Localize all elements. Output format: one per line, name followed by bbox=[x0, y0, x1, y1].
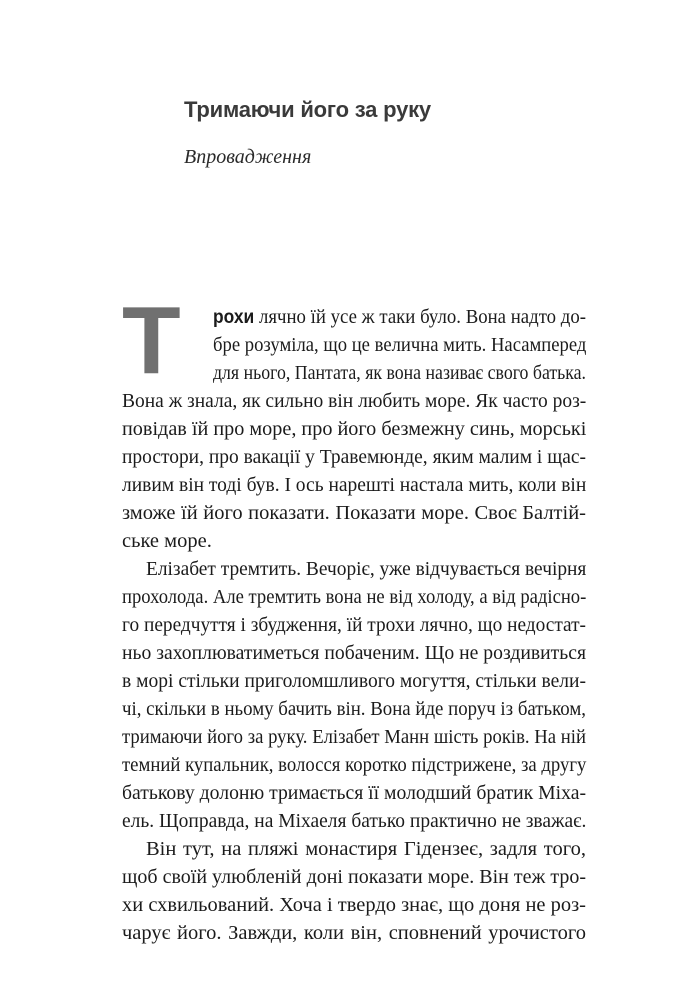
text-line-10: Елізабет тремтить. Вечоріє, уже відчувається вечірня bbox=[146, 558, 587, 580]
chapter-subtitle: Впровадження bbox=[184, 146, 312, 168]
text-line-3: для нього, Пантата, як вона називає свого батька. bbox=[213, 362, 586, 384]
text-line-15: чі, скільки в ньому бачить він. Вона йде поруч із батьком, bbox=[122, 698, 586, 720]
text-line-12: го передчуття і збудження, їй трохи лячно, що недостат- bbox=[122, 614, 586, 636]
text-line-8: зможе їй його показати. Показати море. Своє Балтій- bbox=[122, 502, 586, 524]
text-line-18: батькову долоню тримається її молодший братик Міха- bbox=[122, 782, 586, 804]
text-line-7: ливим він тоді був. І ось нарешті настала мить, коли він bbox=[122, 474, 587, 496]
first-word-bold: рохи bbox=[213, 307, 255, 328]
text-line-5: повідав їй про море, про його безмежну синь, морські bbox=[122, 418, 587, 440]
text-line-1-rest: лячно їй усе ж таки було. Вона надто до- bbox=[254, 306, 586, 328]
text-line-9: ське море. bbox=[122, 530, 212, 552]
text-line-16: тримаючи його за руку. Елізабет Манн шість років. На ній bbox=[122, 726, 586, 748]
text-line-6: простори, про вакації у Травемюнде, яким малим і щас- bbox=[122, 446, 586, 468]
text-line-4: Вона ж знала, як сильно він любить море. Як часто роз- bbox=[122, 390, 587, 412]
text-line-1 bbox=[213, 303, 586, 332]
text-line-19: ель. Щоправда, на Міхаеля батько практично не зважає. bbox=[122, 810, 587, 832]
text-line-13: ньо захоплюватиметься побаченим. Що не роздивиться bbox=[122, 642, 586, 664]
text-line-14: в морі стільки приголомшливого могуття, стільки вели- bbox=[122, 670, 586, 692]
text-line-20: Він тут, на пляжі монастиря Гідензеє, задля того, bbox=[146, 838, 586, 860]
text-line-21: щоб своїй улюбленій доні показати море. Він теж тро- bbox=[122, 866, 586, 888]
text-line-2: бре розуміла, що це велична мить. Насамперед bbox=[213, 334, 587, 356]
text-line-17: темний купальник, волосся коротко підстрижене, за другу bbox=[122, 754, 587, 776]
text-line-11: прохолода. Але тремтить вона не від холоду, а від радісно- bbox=[122, 586, 587, 608]
text-line-23: чарує його. Завжди, коли він, сповнений урочистого bbox=[122, 922, 586, 944]
chapter-title: Тримаючи його за руку bbox=[184, 97, 431, 122]
text-line-22: хи схвильований. Хоча і твердо знає, що доня не роз- bbox=[122, 894, 586, 916]
drop-cap-letter: Т bbox=[122, 287, 181, 394]
